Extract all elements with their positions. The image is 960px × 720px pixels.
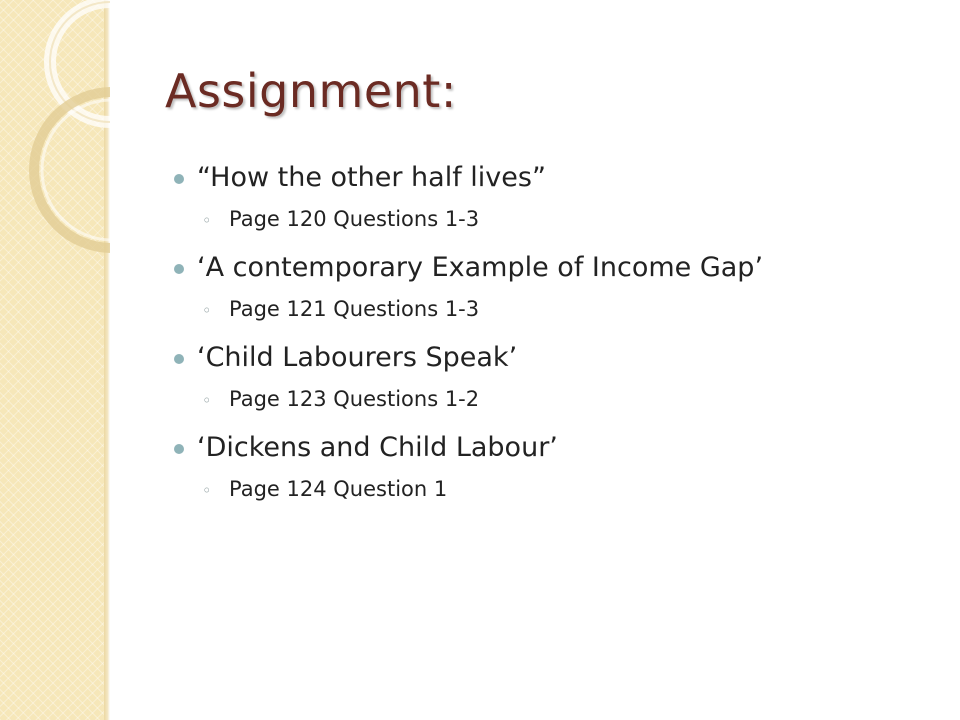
bullet-dot-icon [174, 354, 184, 364]
sub-bullet-text: Page 124 Question 1 [229, 477, 448, 501]
decorative-rings [0, 0, 110, 260]
bullet-row [174, 156, 934, 200]
bullet-text: ‘A contemporary Example of Income Gap’ [197, 252, 764, 283]
list-item [174, 156, 934, 246]
bullet-list [174, 156, 934, 516]
bullet-row [174, 336, 934, 380]
sub-bullet-circle-icon: ◦ [202, 481, 212, 500]
sub-bullet-circle-icon: ◦ [202, 211, 212, 230]
bullet-dot-icon [174, 264, 184, 274]
sub-bullet-text: Page 120 Questions 1-3 [229, 207, 480, 231]
list-item [174, 246, 934, 336]
list-item [174, 426, 934, 516]
sub-bullet-text: Page 121 Questions 1-3 [229, 297, 480, 321]
bullet-dot-icon [174, 444, 184, 454]
bullet-text: ‘Child Labourers Speak’ [197, 342, 518, 373]
list-item [174, 336, 934, 426]
bullet-row [174, 246, 934, 290]
slide-title: Assignment: [165, 64, 457, 118]
sub-bullet-row [174, 470, 934, 516]
bullet-text: ‘Dickens and Child Labour’ [197, 432, 558, 463]
sub-bullet-row [174, 380, 934, 426]
bullet-text: “How the other half lives” [197, 162, 546, 193]
sub-bullet-row [174, 200, 934, 246]
sub-bullet-circle-icon: ◦ [202, 391, 212, 410]
sub-bullet-row [174, 290, 934, 336]
sub-bullet-text: Page 123 Questions 1-2 [229, 387, 480, 411]
bullet-dot-icon [174, 174, 184, 184]
sub-bullet-circle-icon: ◦ [202, 301, 212, 320]
bullet-row [174, 426, 934, 470]
